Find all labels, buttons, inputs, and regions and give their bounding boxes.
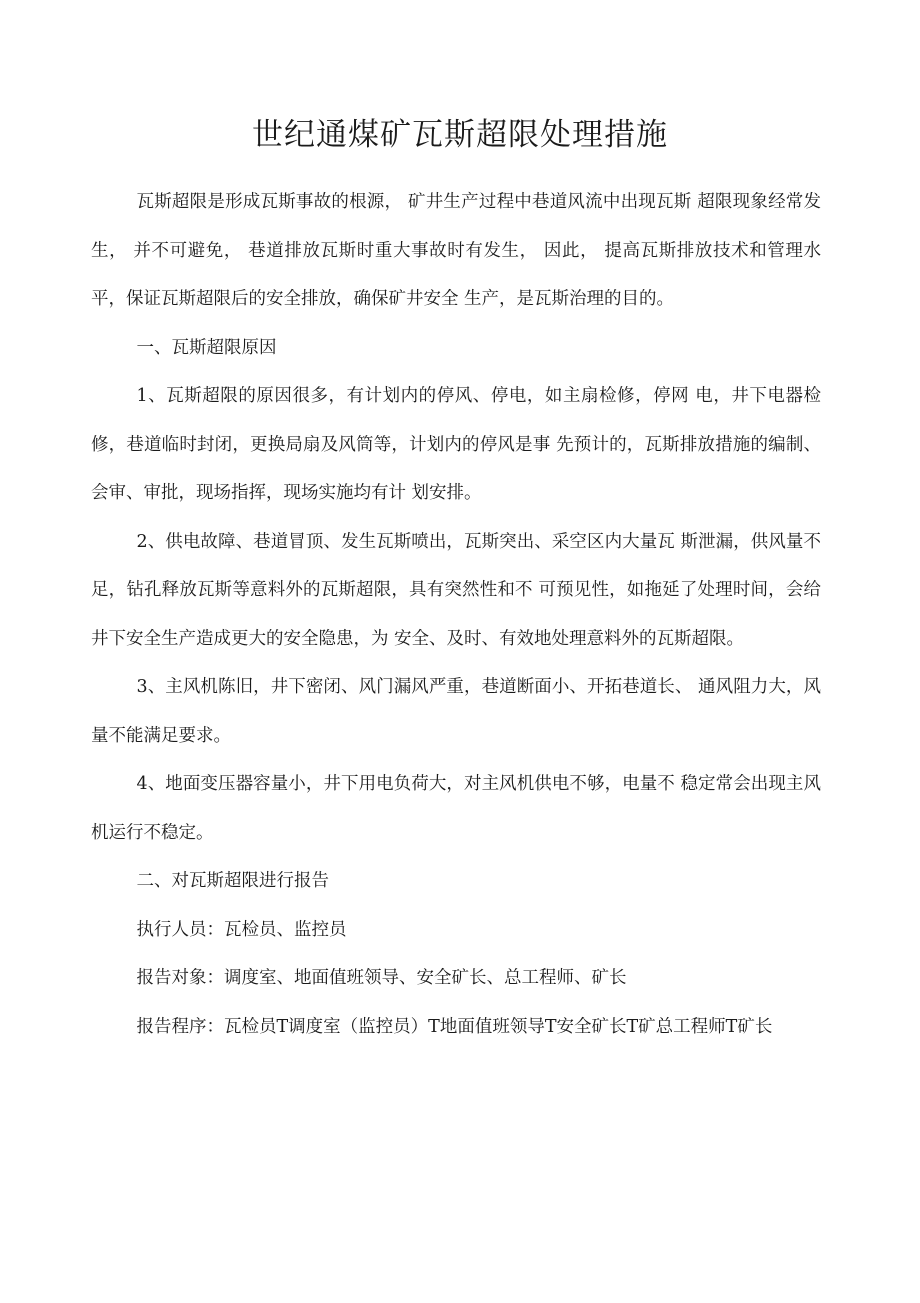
cause-item-1: 1、瓦斯超限的原因很多，有计划内的停风、停电，如主扇检修，停网 电，井下电器检修，巷道临时封闭，更换局扇及风筒等，计划内的停风是事 先预计的，瓦斯排放措施的编制、会审、审批，现场指挥，现场实施均有计 划安排。 (91, 386, 821, 503)
executors-line: 执行人员：瓦检员、监控员 (136, 919, 347, 940)
section-heading-report: 二、对瓦斯超限进行报告 (136, 871, 329, 891)
cause-item-4: 4、地面变压器容量小，井下用电负荷大，对主风机供电不够，电量不 稳定常会出现主风机运行不稳定。 (91, 774, 821, 843)
cause-item-2: 2、供电故障、巷道冒顶、发生瓦斯喷出，瓦斯突出、采空区内大量瓦 斯泄漏，供风量不足，钻孔释放瓦斯等意料外的瓦斯超限，具有突然性和不 可预见性，如拖延了处理时间，会给井下安全生产造成更大的安全隐患，为 安全、及时、有效地处理意料外的瓦斯超限。 (91, 531, 821, 649)
cause-item-3: 3、主风机陈旧，井下密闭、风门漏风严重，巷道断面小、开拓巷道长、 通风阻力大，风量不能满足要求。 (91, 677, 821, 746)
document-body (91, 178, 821, 1044)
report-procedure-line: 报告程序：瓦检员T调度室（监控员）T地面值班领导T安全矿长T矿总工程师T矿长 (136, 1016, 773, 1037)
section-heading-causes: 一、瓦斯超限原因 (136, 337, 277, 358)
report-targets-line: 报告对象：调度室、地面值班领导、安全矿长、总工程师、矿长 (136, 968, 627, 988)
intro-paragraph: 瓦斯超限是形成瓦斯事故的根源， 矿井生产过程中巷道风流中出现瓦斯 超限现象经常发生， 并不可避免， 巷道排放瓦斯时重大事故时有发生， 因此， 提高瓦斯排放技术和管理水平，保证瓦斯超限后的安全排放，确保矿井安全 生产，是瓦斯治理的目的。 (91, 192, 821, 309)
page-title: 世纪通煤矿瓦斯超限处理措施 (252, 117, 668, 153)
